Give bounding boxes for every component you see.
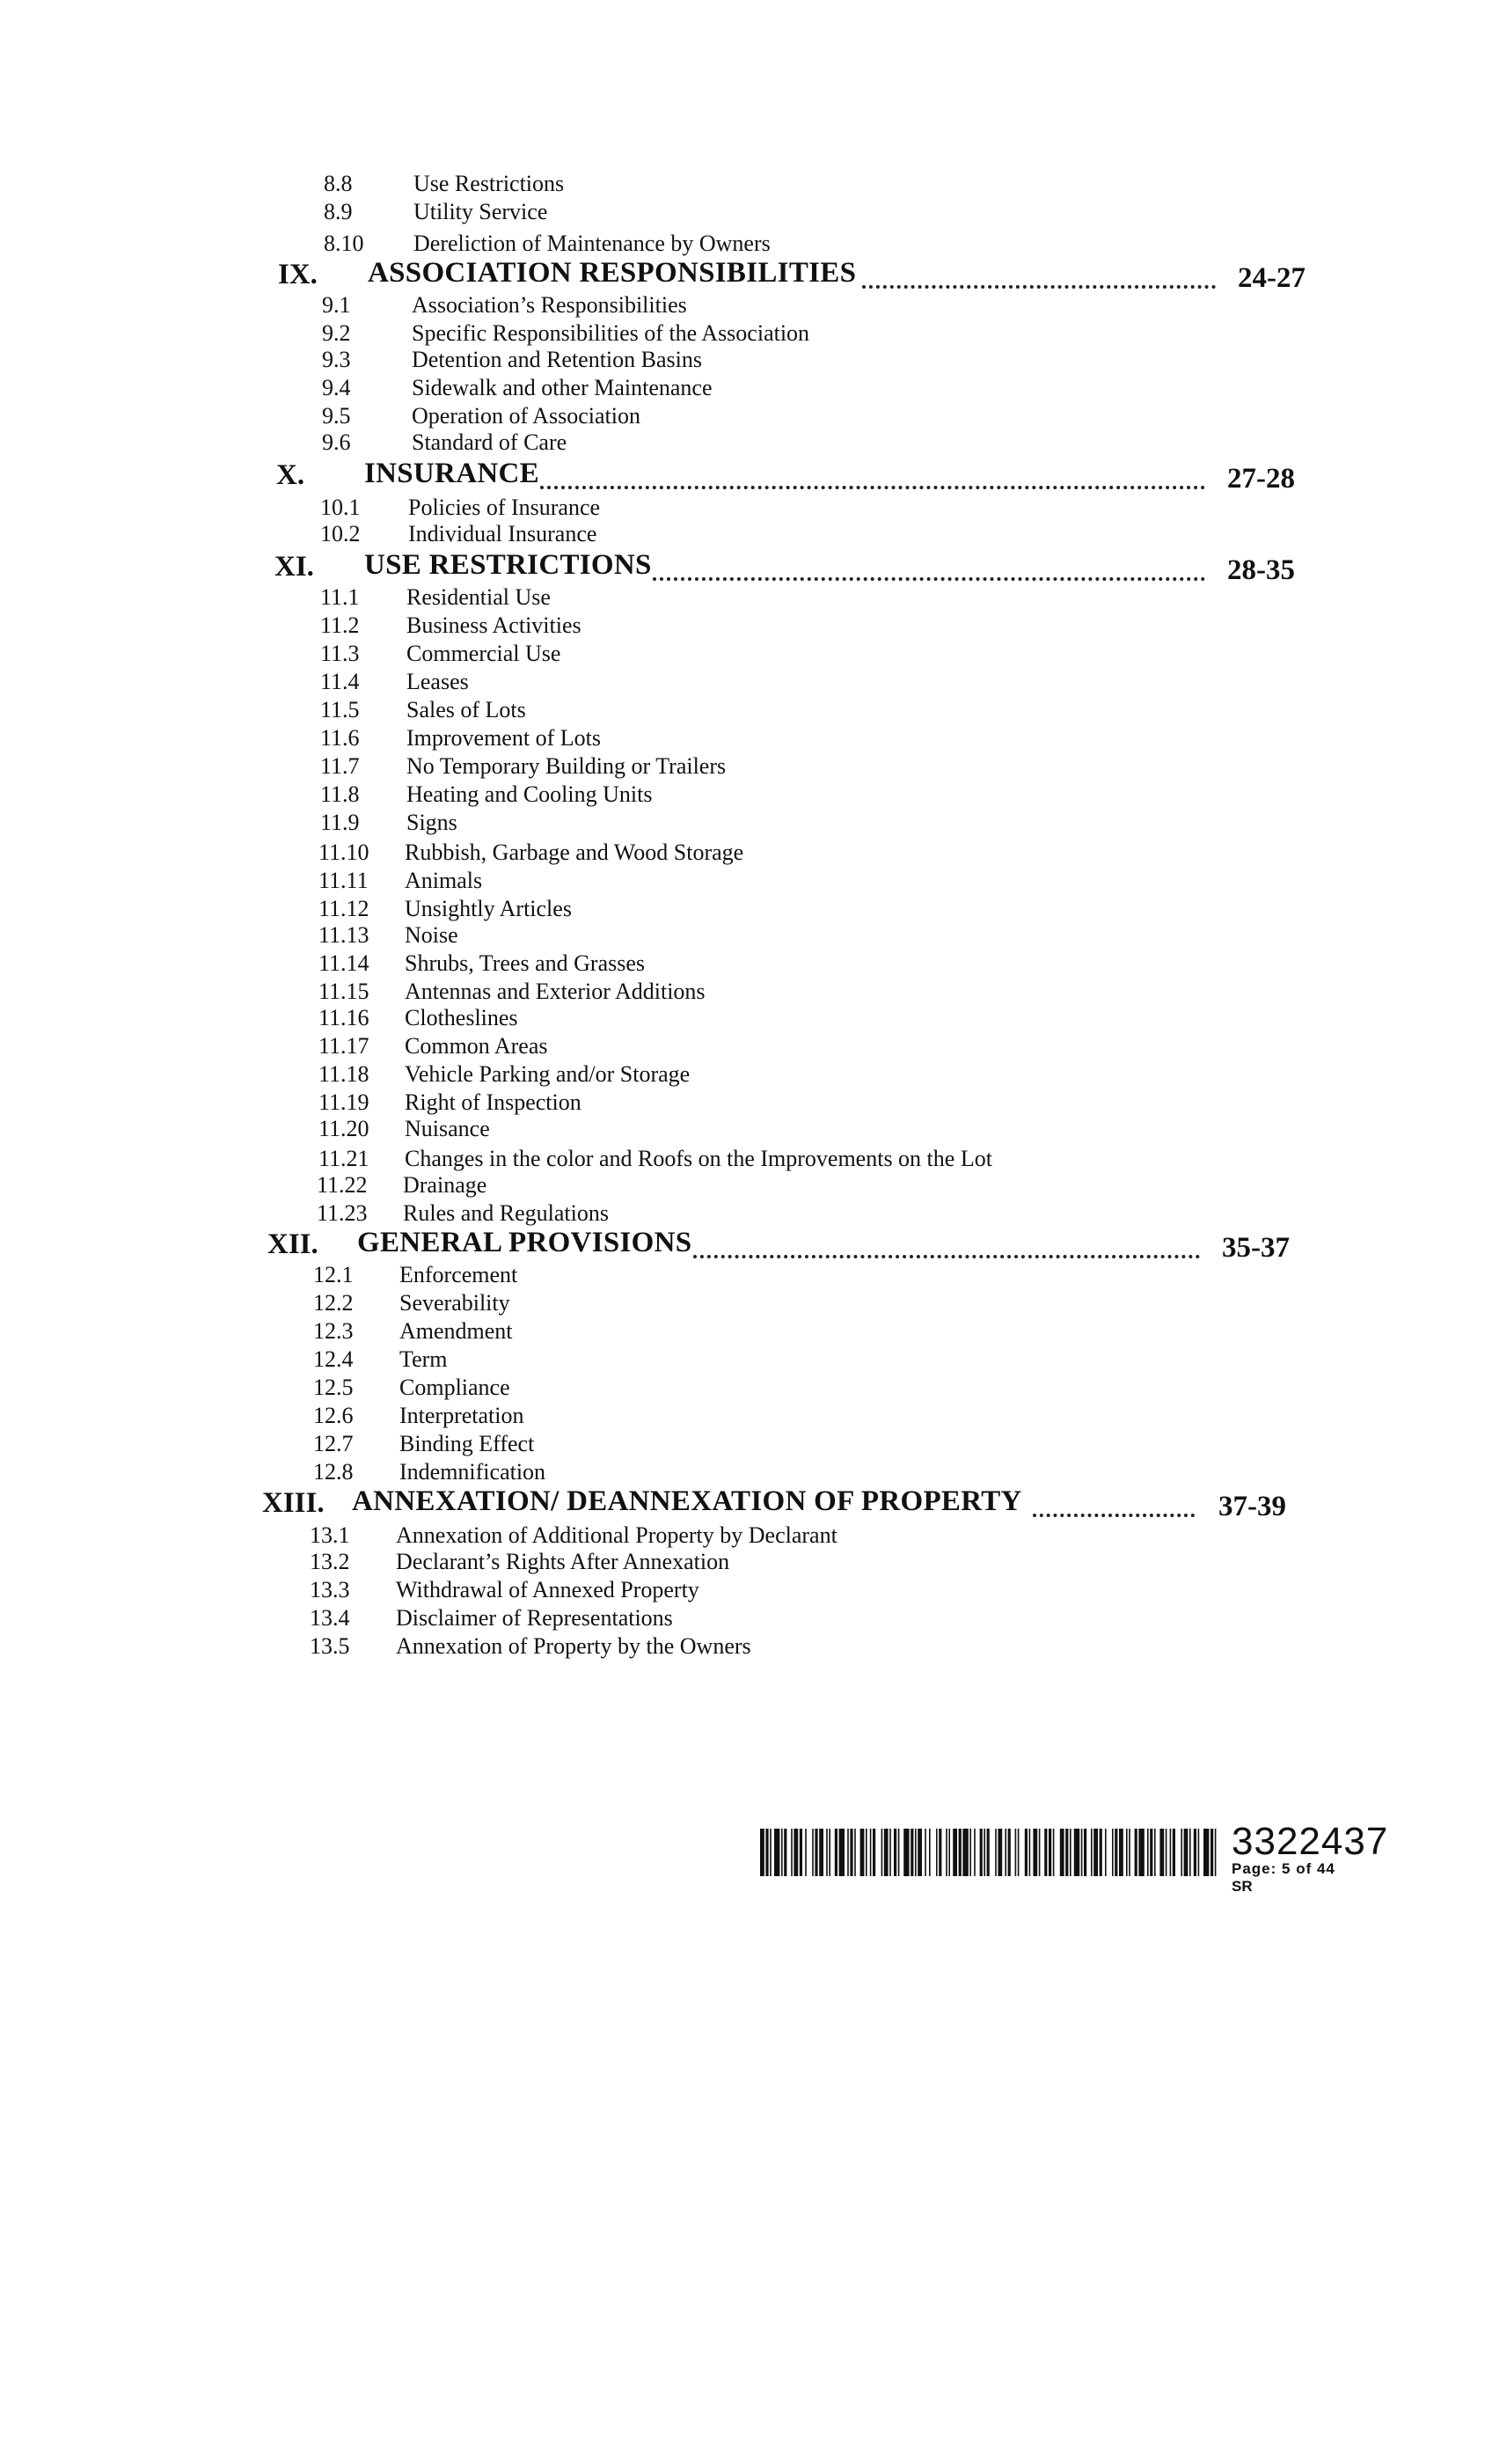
section-title: ANNEXATION/ DEANNEXATION OF PROPERTY (352, 1485, 1022, 1517)
toc-item (324, 231, 1291, 257)
section-roman: XII. (267, 1228, 318, 1260)
item-title: Common Areas (405, 1033, 548, 1059)
toc-item (320, 810, 1288, 836)
item-number: 12.5 (313, 1375, 354, 1400)
toc-item (313, 1403, 1281, 1429)
toc-item (322, 320, 1290, 347)
item-title: Use Restrictions (413, 171, 565, 196)
page-info: Page: 5 of 44 (1232, 1860, 1335, 1877)
section-title: ASSOCIATION RESPONSIBILITIES (368, 257, 857, 289)
item-title: Vehicle Parking and/or Storage (405, 1061, 691, 1087)
toc-item (313, 1459, 1281, 1485)
toc-item (318, 840, 1286, 866)
item-title: Indemnification (399, 1459, 546, 1485)
toc-item (322, 292, 1290, 319)
item-number: 13.2 (310, 1549, 350, 1574)
item-title: Noise (405, 922, 458, 948)
section-pages: 28-35 (1227, 554, 1295, 586)
item-number: 9.4 (322, 375, 351, 400)
item-title: Amendment (399, 1318, 513, 1344)
section-roman: XI. (274, 551, 314, 583)
toc-item (313, 1318, 1281, 1345)
section-roman: X. (276, 459, 305, 491)
section-roman: XIII. (262, 1487, 325, 1519)
item-number: 13.4 (310, 1605, 350, 1631)
item-title: Leases (406, 669, 469, 694)
toc-item (320, 669, 1288, 695)
toc-item (313, 1346, 1281, 1373)
item-title: Business Activities (406, 612, 581, 638)
item-title: Policies of Insurance (408, 495, 601, 520)
item-number: 11.16 (318, 1005, 369, 1030)
toc-item (310, 1522, 1277, 1549)
item-title: Dereliction of Maintenance by Owners (413, 231, 771, 256)
toc-item (313, 1375, 1281, 1401)
toc-section-xiii (262, 1484, 1286, 1522)
item-number: 10.1 (320, 495, 361, 520)
item-number: 13.5 (310, 1633, 350, 1659)
section-pages: 27-28 (1227, 463, 1295, 495)
item-number: 11.19 (318, 1089, 369, 1115)
item-title: Enforcement (399, 1262, 518, 1287)
toc-section-ix (278, 255, 1306, 294)
toc-item (322, 375, 1290, 401)
document-number: 3322437 (1232, 1820, 1389, 1863)
item-title: Sales of Lots (406, 697, 526, 722)
item-title: Drainage (403, 1172, 487, 1198)
toc-item (318, 1089, 1286, 1116)
item-number: 9.6 (322, 429, 351, 455)
toc-item (320, 753, 1288, 780)
toc-item (320, 725, 1288, 752)
item-number: 12.2 (313, 1290, 354, 1316)
item-title: Changes in the color and Roofs on the Improvements on the Lot (405, 1146, 992, 1171)
toc-item (318, 1033, 1286, 1060)
item-title: Withdrawal of Annexed Property (396, 1577, 699, 1602)
item-title: Sidewalk and other Maintenance (412, 375, 713, 400)
toc-item (318, 922, 1286, 949)
item-number: 12.7 (313, 1431, 354, 1456)
item-title: Annexation of Additional Property by Declarant (396, 1522, 837, 1548)
item-number: 9.5 (322, 403, 351, 429)
toc-section-xii (267, 1225, 1290, 1264)
item-title: Improvement of Lots (406, 725, 601, 751)
item-title: Right of Inspection (405, 1089, 581, 1115)
item-number: 11.15 (318, 979, 369, 1004)
item-title: Heating and Cooling Units (406, 781, 653, 807)
dot-leader (862, 268, 1216, 289)
section-roman: IX. (278, 259, 318, 290)
item-title: Nuisance (405, 1116, 490, 1141)
item-title: Disclaimer of Representations (396, 1605, 673, 1631)
toc-item (313, 1262, 1281, 1288)
toc-item (318, 1005, 1286, 1031)
toc-item (318, 868, 1286, 894)
toc-item (318, 896, 1286, 922)
item-number: 11.21 (318, 1146, 369, 1171)
item-number: 10.2 (320, 521, 361, 546)
toc-item (320, 697, 1288, 723)
dot-leader (540, 468, 1205, 489)
item-number: 9.2 (322, 320, 351, 346)
item-title: Animals (405, 868, 483, 893)
recorder-code: SR (1232, 1878, 1253, 1895)
section-title: INSURANCE (364, 458, 539, 489)
item-number: 13.3 (310, 1577, 350, 1602)
toc-item (313, 1431, 1281, 1457)
item-title: Interpretation (399, 1403, 524, 1428)
item-title: Operation of Association (412, 403, 640, 429)
item-number: 9.3 (322, 347, 351, 372)
item-number: 11.8 (320, 781, 360, 807)
toc-item (320, 612, 1288, 639)
item-number: 11.23 (317, 1200, 368, 1226)
toc-item (320, 584, 1288, 611)
section-pages: 24-27 (1238, 262, 1306, 294)
item-number: 8.10 (324, 231, 364, 256)
toc-item (324, 171, 1291, 197)
item-number: 11.2 (320, 612, 360, 638)
toc-item (313, 1290, 1281, 1316)
item-number: 11.14 (318, 950, 369, 976)
toc-item (310, 1549, 1277, 1575)
toc-item (310, 1633, 1277, 1660)
item-number: 9.1 (322, 292, 351, 318)
dot-leader (1033, 1496, 1195, 1517)
item-number: 11.18 (318, 1061, 369, 1087)
item-title: Declarant’s Rights After Annexation (396, 1549, 730, 1574)
toc-item (317, 1172, 1284, 1199)
toc-item (320, 781, 1288, 808)
toc-item (320, 641, 1288, 667)
toc-item (318, 1061, 1286, 1088)
item-title: Specific Responsibilities of the Association (412, 320, 810, 346)
item-title: Clotheslines (405, 1005, 518, 1030)
item-number: 12.1 (313, 1262, 354, 1287)
item-title: Binding Effect (399, 1431, 535, 1456)
item-title: Severability (399, 1290, 510, 1316)
item-number: 8.8 (324, 171, 353, 196)
item-title: Compliance (399, 1375, 510, 1400)
item-number: 11.7 (320, 753, 360, 779)
item-title: Annexation of Property by the Owners (396, 1633, 751, 1659)
section-pages: 37-39 (1218, 1491, 1286, 1522)
item-title: No Temporary Building or Trailers (406, 753, 727, 779)
item-number: 11.9 (320, 810, 360, 835)
item-number: 12.4 (313, 1346, 354, 1372)
toc-item (310, 1605, 1277, 1632)
item-number: 11.12 (318, 896, 369, 921)
toc-item (318, 950, 1286, 977)
item-number: 11.3 (320, 641, 360, 666)
toc-item (317, 1200, 1284, 1227)
dot-leader (653, 560, 1205, 581)
toc-item (322, 347, 1290, 373)
item-title: Commercial Use (406, 641, 561, 666)
item-title: Residential Use (406, 584, 551, 610)
section-title: GENERAL PROVISIONS (357, 1227, 692, 1258)
item-title: Term (399, 1346, 448, 1372)
item-title: Antennas and Exterior Additions (405, 979, 706, 1004)
section-title: USE RESTRICTIONS (364, 549, 652, 581)
item-number: 11.11 (318, 868, 369, 893)
item-title: Detention and Retention Basins (412, 347, 703, 372)
item-number: 11.22 (317, 1172, 368, 1198)
toc-item (324, 199, 1291, 225)
item-number: 11.6 (320, 725, 360, 751)
toc-item (322, 429, 1290, 456)
item-title: Signs (406, 810, 457, 835)
item-title: Standard of Care (412, 429, 567, 455)
toc-item (320, 495, 1288, 521)
toc-item (320, 521, 1288, 547)
item-number: 12.3 (313, 1318, 354, 1344)
item-number: 11.17 (318, 1033, 369, 1059)
item-number: 11.20 (318, 1116, 369, 1141)
item-title: Association’s Responsibilities (412, 292, 687, 318)
toc-section-xi (274, 547, 1295, 586)
barcode (760, 1829, 1218, 1876)
item-title: Rubbish, Garbage and Wood Storage (405, 840, 744, 865)
item-number: 11.1 (320, 584, 360, 610)
toc-item (322, 403, 1290, 429)
item-number: 11.10 (318, 840, 369, 865)
toc-item (310, 1577, 1277, 1603)
item-title: Utility Service (413, 199, 548, 224)
item-number: 11.4 (320, 669, 360, 694)
item-title: Unsightly Articles (405, 896, 572, 921)
item-number: 12.6 (313, 1403, 354, 1428)
item-number: 11.13 (318, 922, 369, 948)
item-title: Shrubs, Trees and Grasses (405, 950, 645, 976)
dot-leader (693, 1237, 1200, 1258)
item-number: 8.9 (324, 199, 353, 224)
item-title: Individual Insurance (408, 521, 597, 546)
toc-item (318, 979, 1286, 1005)
toc-item (318, 1146, 1286, 1172)
item-number: 11.5 (320, 697, 360, 722)
toc-section-x (276, 456, 1295, 495)
item-number: 12.8 (313, 1459, 354, 1485)
section-pages: 35-37 (1222, 1232, 1290, 1264)
item-number: 13.1 (310, 1522, 350, 1548)
toc-item (318, 1116, 1286, 1142)
item-title: Rules and Regulations (403, 1200, 609, 1226)
